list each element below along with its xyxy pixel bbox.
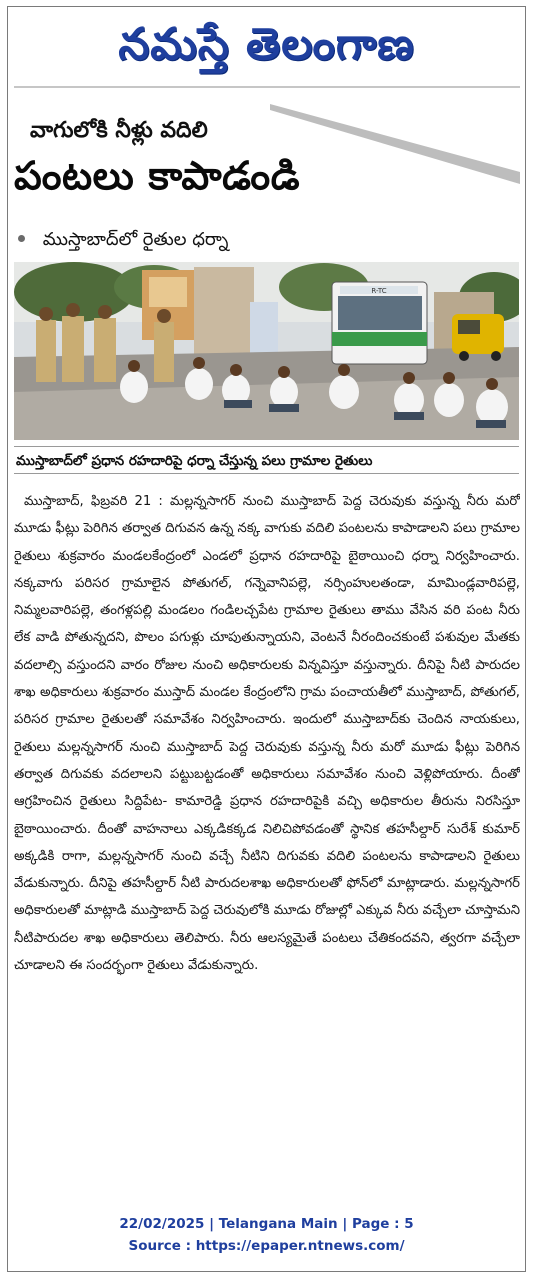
protest-photo-illustration	[14, 262, 519, 440]
masthead-divider	[14, 86, 520, 88]
photo-caption: ముస్తాబాద్‌లో ప్రధాన రహదారిపై ధర్నా చేస్తున్న పలు గ్రామాల రైతులు	[14, 446, 519, 474]
source-link[interactable]: Source : https://epaper.ntnews.com/	[128, 1238, 405, 1254]
article-subhead-text: ముస్తాబాద్‌లో రైతుల ధర్నా	[42, 229, 229, 250]
article-photo	[14, 262, 519, 440]
article-kicker: వాగులోకి నీళ్లు వదిలి	[30, 118, 208, 143]
edition-dateline: 22/02/2025 | Telangana Main | Page : 5	[119, 1216, 414, 1232]
article-subhead	[14, 225, 520, 255]
bullet-icon	[18, 235, 25, 242]
article-headline: పంటలు కాపాడండి	[14, 154, 301, 199]
bus-plate-text: R-TC	[371, 287, 387, 295]
newspaper-masthead: నమస్తే తెలంగాణ	[118, 19, 415, 70]
article-body: ముస్తాబాద్, ఫిబ్రవరి 21 : మల్లన్నసాగర్ నుంచి ముస్తాబాద్ పెద్ద చెరువుకు వస్తున్న నీరు మరో మూడు ఫీట్లు పెరిగిన తర్వాత దిగువన ఉన్న నక్క వాగుకు వదిలి పంటలను కాపాడాలని పలు గ్రామాల రైతులు శుక్రవారం మండలకేంద్రంలో ఎండలో ప్రధాన రహదారిపై బైఠాయించి ధర్నా నిర్వహించారు. నక్కవాగు పరిసర గ్రామాలైన పోతుగల్, గన్నెవానిపల్లె, నర్సింహులతండా, మామిండ్లవారిపల్లె, నిమ్మలవారిపల్లె, తంగళ్లపల్లి మండలం గండిలచ్చపేట గ్రామాల రైతులు తాము వేసిన వరి పంట నీరు లేక వాడి పోతున్నదని, పొలం పగుళ్లు చూపుతున్నాయని, వెంటనే నీరందించకుంటే పశువుల మేతకు వదలాల్సి వస్తుందని వారం రోజుల నుంచి అధికారులకు విన్నవిస్తూ వస్తున్నారు. దీనిపై నీటి పారుదల శాఖ అధికారులు శుక్రవారం ముస్తాద్ మండల కేంద్రంలోని గ్రామ పంచాయతీలో ముస్తాబాద్, పోతుగల్, పరిసర గ్రామాల రైతులతో సమావేశం నిర్వహించారు. ఇందులో ముస్తాబాద్‌కు చెందిన నాయకులు, రైతులు మల్లన్నసాగర్ నుంచి ముస్తాబాద్ పెద్ద చెరువుకు వస్తున్న నీరు మరో మూడు ఫీట్లు పెరిగిన తర్వాత దిగువకు వదలాలని పట్టుబట్టడంతో అధికారులు సమావేశం నుంచి వెళ్లిపోయారు. దీంతో ఆగ్రహించిన రైతులు సిద్దిపేట- కామారెడ్డి ప్రధాన రహదారిపైకి వచ్చి అధికారుల తీరును నిరసిస్తూ బైఠాయించారు. దీంతో వాహనాలు ఎక్కడికక్కడ నిలిచిపోవడంతో స్థానిక తహసీల్దార్ సురేశ్ కుమార్ అక్కడికి రాగా, మల్లన్నసాగర్ నుంచి వచ్చే నీటిని దిగువకు వదిలి పంటలను కాపాడాలని రైతులు వేడుకున్నారు. దీనిపై తహసీల్దార్ నీటి పారుదలశాఖ అధికారులతో ఫోన్‌లో మాట్లాడారు. మల్లన్నసాగర్ అధికారులతో మాట్లాడి ముస్తాబాద్ పెద్ద చెరువులోకి మూడు రోజుల్లో ఎక్కువ నీరు వచ్చేలా చూస్తామని నీటిపారుదల శాఖ అధికారులు తెలిపారు. నీరు ఆలస్యమైతే పంటలు చేతికందవని, త్వరగా వచ్చేలా చూడాలని ఈ సందర్భంగా రైతులు వేడుకున్నారు.	[14, 494, 520, 974]
